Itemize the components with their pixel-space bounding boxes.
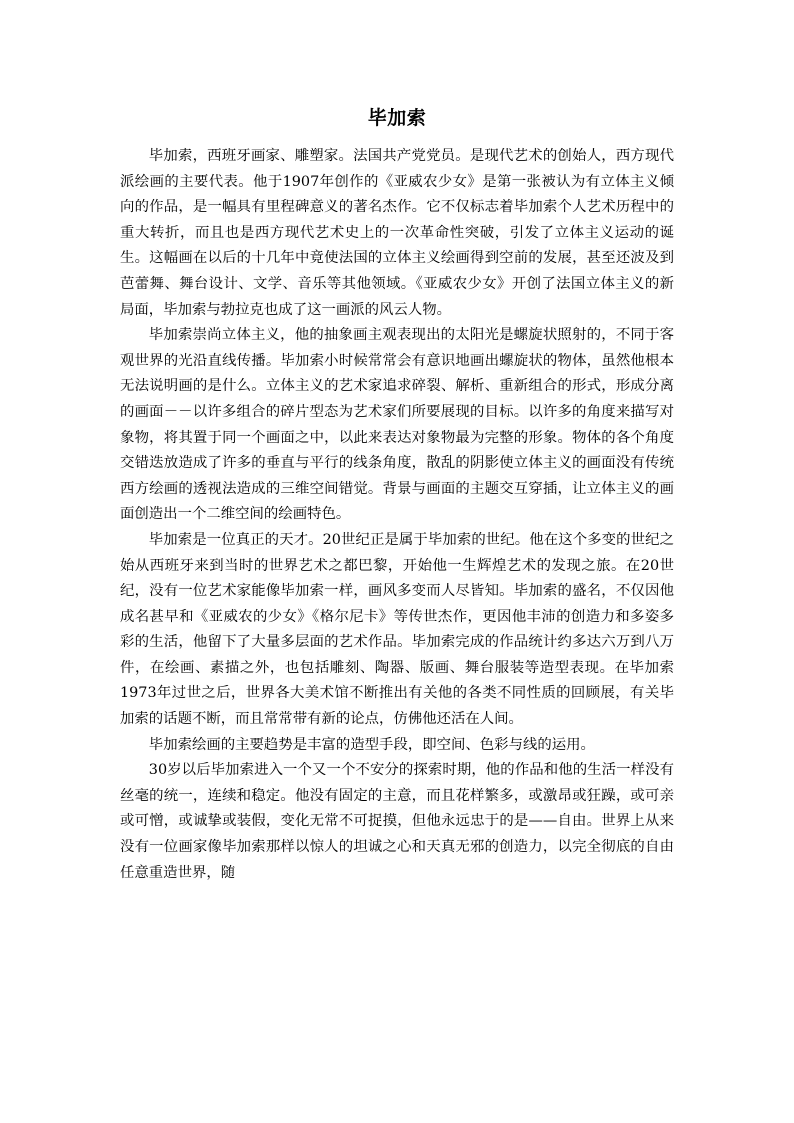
- paragraph-3: 毕加索是一位真正的天才。20世纪正是属于毕加索的世纪。他在这个多变的世纪之始从西班牙来到当时的世界艺术之都巴黎，开始他一生辉煌艺术的发现之旅。在20世纪，没有一位艺术家能像毕加索一样，画风多变而人尽皆知。毕加索的盛名，不仅因他成名甚早和《亚威农的少女》《格尔尼卡》等传世杰作，更因他丰沛的创造力和多姿多彩的生活，他留下了大量多层面的艺术作品。毕加索完成的作品统计约多达六万到八万件，在绘画、素描之外，也包括雕刻、陶器、版画、舞台服装等造型表现。在毕加索1973年过世之后，世界各大美术馆不断推出有关他的各类不同性质的回顾展，有关毕加索的话题不断，而且常常带有新的论点，仿佛他还活在人间。: [120, 531, 674, 728]
- paragraph-4: 毕加索绘画的主要趋势是丰富的造型手段，即空间、色彩与线的运用。: [148, 736, 595, 753]
- paragraph-5: 30岁以后毕加索进入一个又一个不安分的探索时期，他的作品和他的生活一样没有丝毫的统一，连续和稳定。他没有固定的主意，而且花样繁多，或激昂或狂躁，或可亲或可憎，或诚挚或装假，变化无常不可捉摸，但他永远忠于的是——自由。世界上从来没有一位画家像毕加索那样以惊人的坦诚之心和天真无邪的创造力，以完全彻底的自由任意重造世界，随: [120, 762, 674, 881]
- document-page: [120, 104, 674, 886]
- document-title: 毕加索: [367, 107, 427, 129]
- paragraph-2: 毕加索崇尚立体主义，他的抽象画主观表现出的太阳光是螺旋状照射的，不同于客观世界的光沿直线传播。毕加索小时候常常会有意识地画出螺旋状的物体，虽然他根本无法说明画的是什么。立体主义的艺术家追求碎裂、解析、重新组合的形式，形成分离的画面－－以许多组合的碎片型态为艺术家们所要展现的目标。以许多的角度来描写对象物，将其置于同一个画面之中，以此来表达对象物最为完整的形象。物体的各个角度交错迭放造成了许多的垂直与平行的线条角度，散乱的阴影使立体主义的画面没有传统西方绘画的透视法造成的三维空间错觉。背景与画面的主题交互穿插，让立体主义的画面创造出一个二维空间的绘画特色。: [120, 327, 674, 523]
- paragraph-1: 毕加索，西班牙画家、雕塑家。法国共产党党员。是现代艺术的创始人，西方现代派绘画的主要代表。他于1907年创作的《亚威农少女》是第一张被认为有立体主义倾向的作品，是一幅具有里程碑意义的著名杰作。它不仅标志着毕加索个人艺术历程中的重大转折，而且也是西方现代艺术史上的一次革命性突破，引发了立体主义运动的诞生。这幅画在以后的十几年中竟使法国的立体主义绘画得到空前的发展，甚至还波及到芭蕾舞、舞台设计、文学、音乐等其他领域。《亚威农少女》开创了法国立体主义的新局面，毕加索与勃拉克也成了这一画派的风云人物。: [120, 148, 674, 318]
